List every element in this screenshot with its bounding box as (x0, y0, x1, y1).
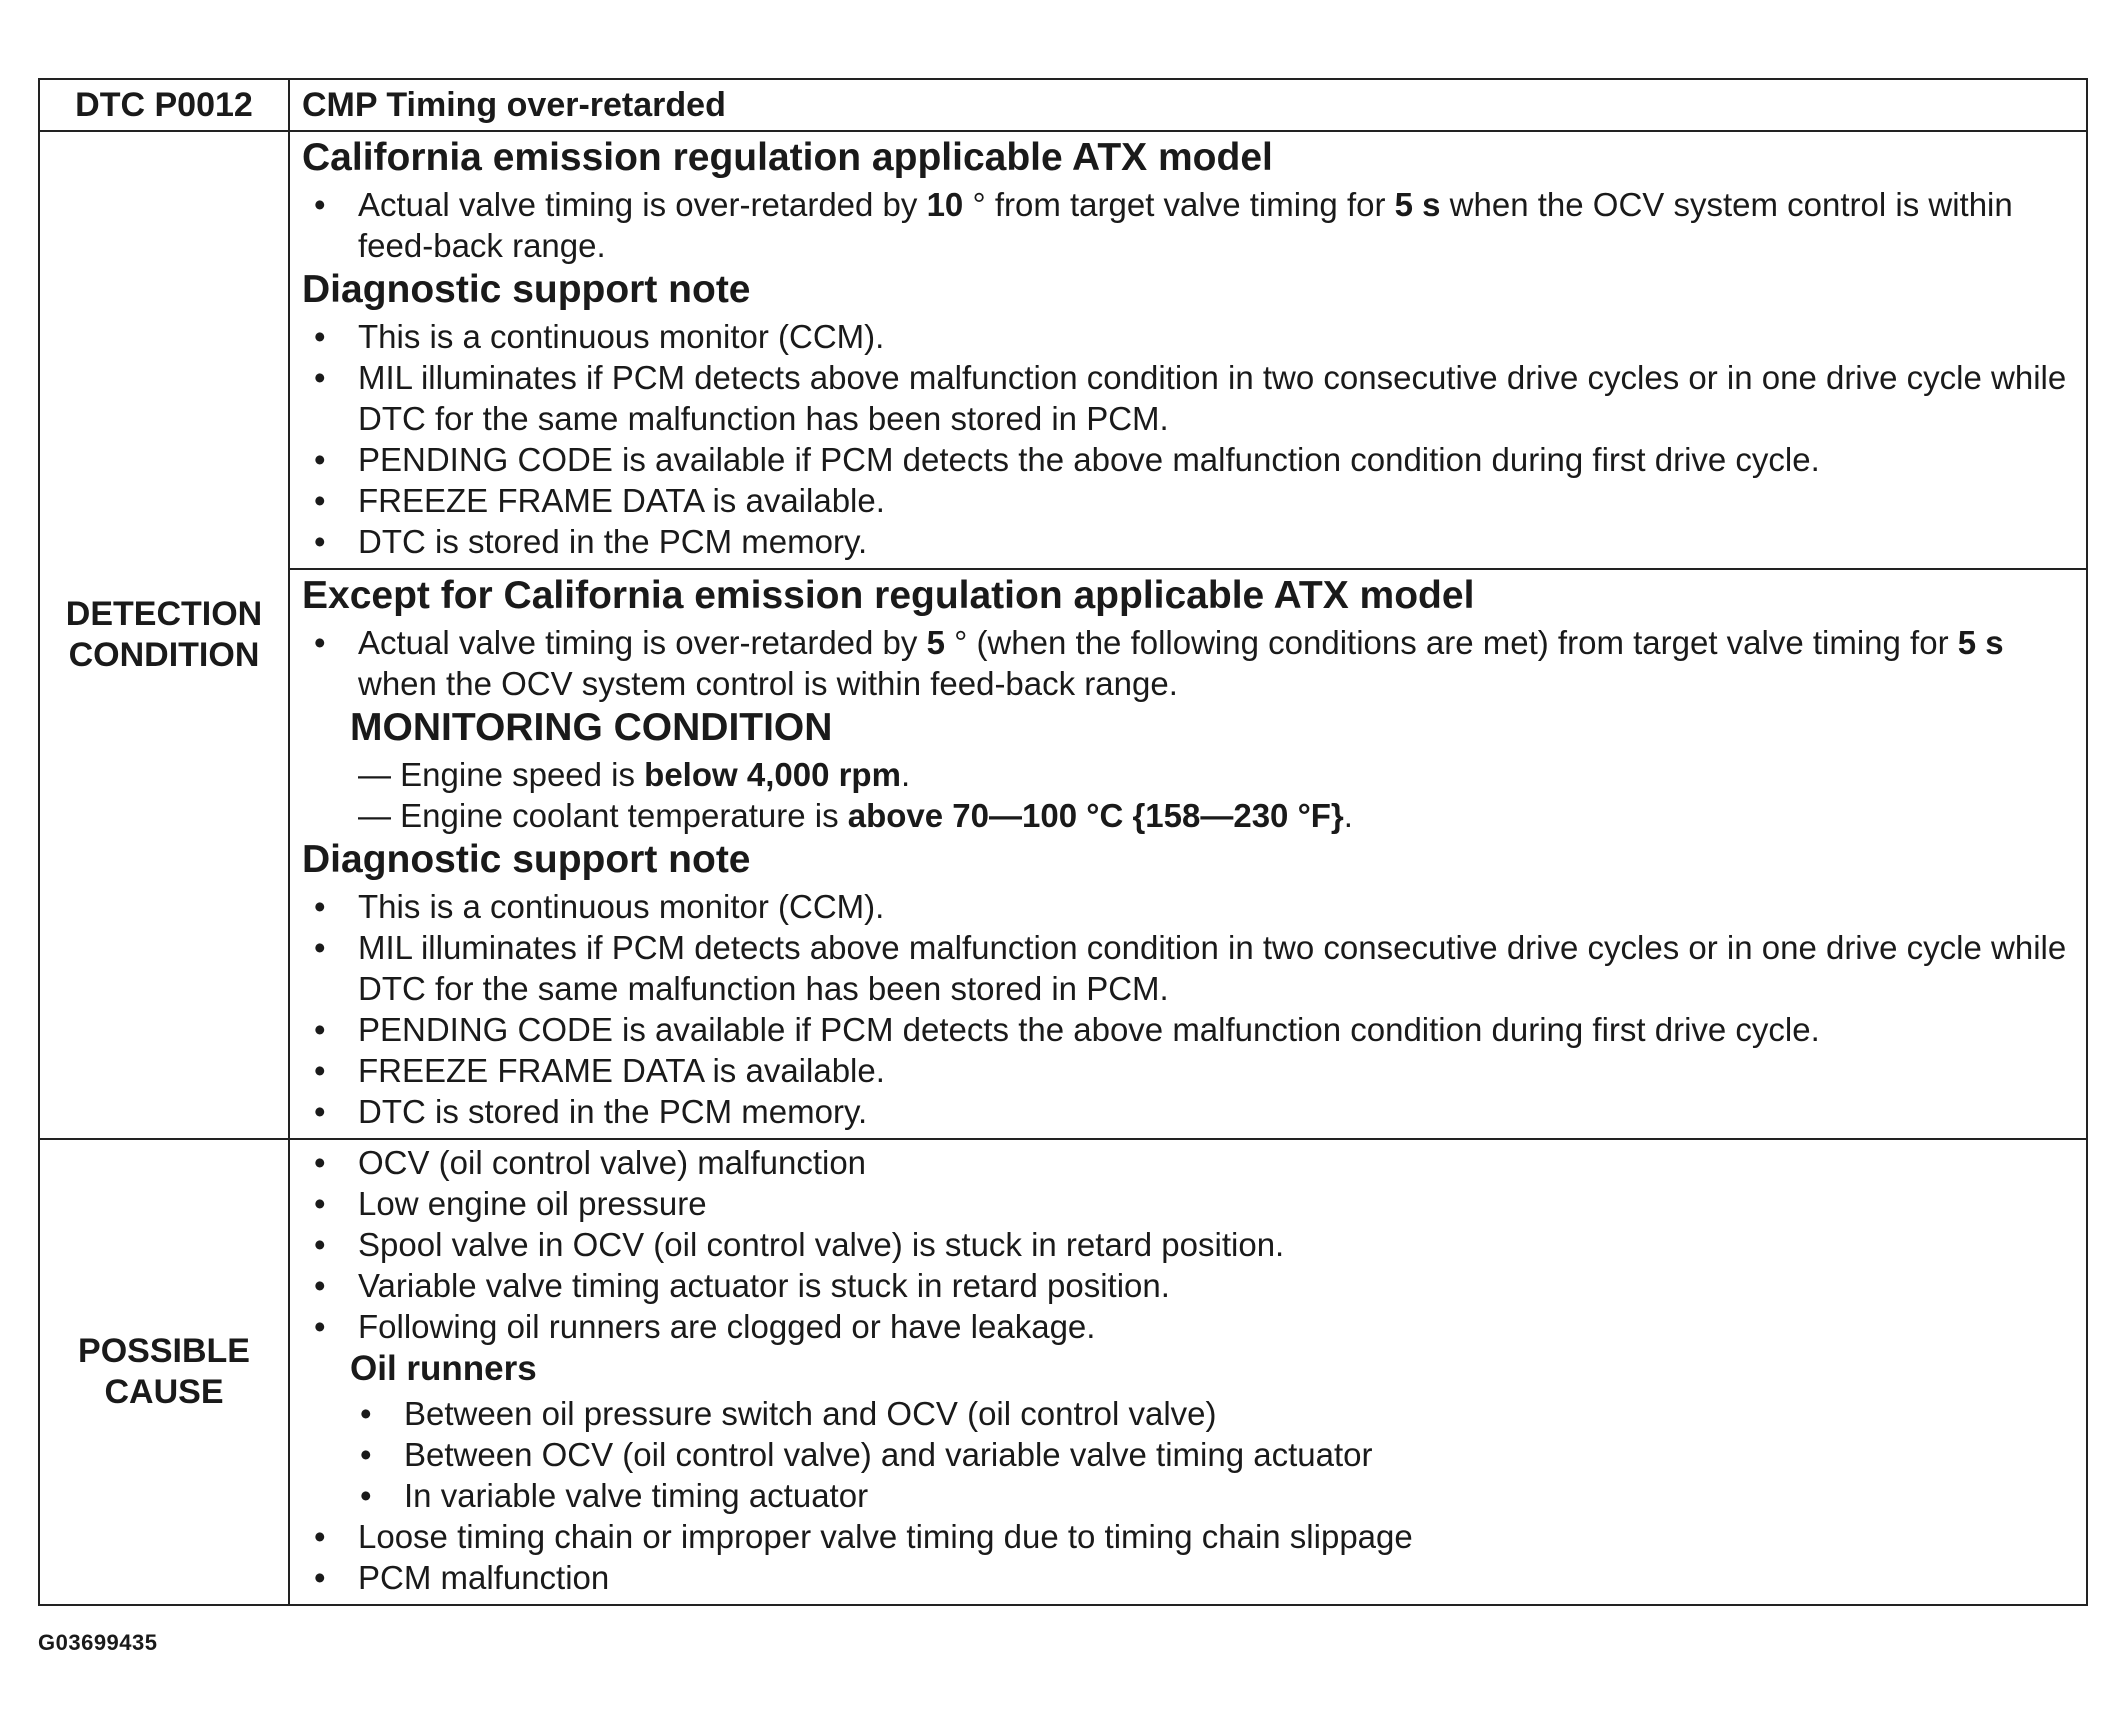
note-item: • MIL illuminates if PCM detects above malfunction condition in two consecutive drive cycles or in one drive cycle while DTC for the same malfunction has been stored in PCM. (302, 357, 2072, 439)
text-run: . (900, 756, 911, 793)
text-run: ° (when the following conditions are met) from target valve timing for (944, 624, 1958, 661)
text-run: — Engine coolant temperature is (358, 797, 848, 834)
note-item: • DTC is stored in the PCM memory. (302, 1091, 2072, 1132)
cause-item: • OCV (oil control valve) malfunction (302, 1142, 2072, 1183)
oil-runner-item: • Between oil pressure switch and OCV (oil control valve) (348, 1393, 2072, 1434)
text-run: Actual valve timing is over-retarded by (358, 624, 927, 661)
cause-list-continued (302, 1516, 2072, 1598)
except-condition-item (302, 622, 2072, 704)
cause-item: • Loose timing chain or improper valve timing due to timing chain slippage (302, 1516, 2072, 1557)
monitoring-condition-heading: MONITORING CONDITION (350, 706, 833, 749)
value-bold: 5 s (1394, 186, 1441, 223)
cause-item: • Spool valve in OCV (oil control valve) is stuck in retard position. (302, 1224, 2072, 1265)
diagnostic-note-heading: Diagnostic support note (302, 268, 751, 311)
except-section (289, 569, 2087, 1139)
value-bold: below 4,000 rpm (644, 756, 901, 793)
cause-item: • Following oil runners are clogged or have leakage. (302, 1306, 2072, 1347)
monitoring-condition-item (302, 795, 2072, 836)
cause-label-line1: POSSIBLE (78, 1332, 250, 1370)
value-bold: above 70—100 °C {158—230 °F} (847, 797, 1344, 834)
cause-item: • Variable valve timing actuator is stuck in retard position. (302, 1265, 2072, 1306)
detection-condition-label (39, 131, 289, 1139)
oil-runners-list (302, 1393, 2072, 1516)
text-run: — Engine speed is (358, 756, 645, 793)
note-item: • MIL illuminates if PCM detects above malfunction condition in two consecutive drive cycles or in one drive cycle while DTC for the same malfunction has been stored in PCM. (302, 927, 2072, 1009)
oil-runner-item: • Between OCV (oil control valve) and variable valve timing actuator (348, 1434, 2072, 1475)
text-run: Actual valve timing is over-retarded by (358, 186, 927, 223)
header-row (39, 79, 2087, 131)
note-item: • PENDING CODE is available if PCM detects the above malfunction condition during first drive cycle. (302, 1009, 2072, 1050)
text-run: ° from target valve timing for (963, 186, 1395, 223)
monitoring-condition-item (302, 754, 2072, 795)
except-notes-list (302, 886, 2072, 1132)
detection-label-line2: CONDITION (68, 636, 260, 674)
except-heading: Except for California emission regulation applicable ATX model (302, 574, 1475, 617)
figure-code: G03699435 (38, 1630, 158, 1655)
note-item: • PENDING CODE is available if PCM detects the above malfunction condition during first drive cycle. (302, 439, 2072, 480)
note-item: • DTC is stored in the PCM memory. (302, 521, 2072, 562)
possible-cause-section (289, 1139, 2087, 1605)
possible-cause-row (39, 1139, 2087, 1605)
possible-cause-label (39, 1139, 289, 1605)
detection-label-line1: DETECTION (65, 595, 263, 633)
text-run: . (1343, 797, 1353, 834)
california-condition-item (302, 184, 2072, 266)
california-section (289, 131, 2087, 569)
note-item: • FREEZE FRAME DATA is available. (302, 480, 2072, 521)
detection-row-except (39, 569, 2087, 1139)
cause-item: • Low engine oil pressure (302, 1183, 2072, 1224)
except-condition-list (302, 622, 2072, 704)
cause-label-line2: CAUSE (104, 1373, 224, 1411)
cause-item: • PCM malfunction (302, 1557, 2072, 1598)
value-bold: 5 s (1957, 624, 2004, 661)
value-bold: 5 (926, 624, 945, 661)
text-run: when the OCV system control is within feed-back range. (358, 186, 2013, 264)
cause-list (302, 1142, 2072, 1347)
oil-runner-item: • In variable valve timing actuator (348, 1475, 2072, 1516)
california-notes-list (302, 316, 2072, 562)
dtc-code: DTC P0012 (39, 79, 289, 131)
california-heading: California emission regulation applicable ATX model (302, 136, 1273, 179)
oil-runners-heading: Oil runners (350, 1349, 537, 1388)
dtc-title: CMP Timing over-retarded (289, 79, 2087, 131)
dtc-table (38, 78, 2088, 1606)
detection-row-california (39, 131, 2087, 569)
note-item: • This is a continuous monitor (CCM). (302, 316, 2072, 357)
text-run: when the OCV system control is within feed-back range. (358, 665, 1178, 702)
note-item: • FREEZE FRAME DATA is available. (302, 1050, 2072, 1091)
diagnostic-note-heading: Diagnostic support note (302, 838, 751, 881)
value-bold: 10 (926, 186, 964, 223)
note-item: • This is a continuous monitor (CCM). (302, 886, 2072, 927)
california-condition-list (302, 184, 2072, 266)
